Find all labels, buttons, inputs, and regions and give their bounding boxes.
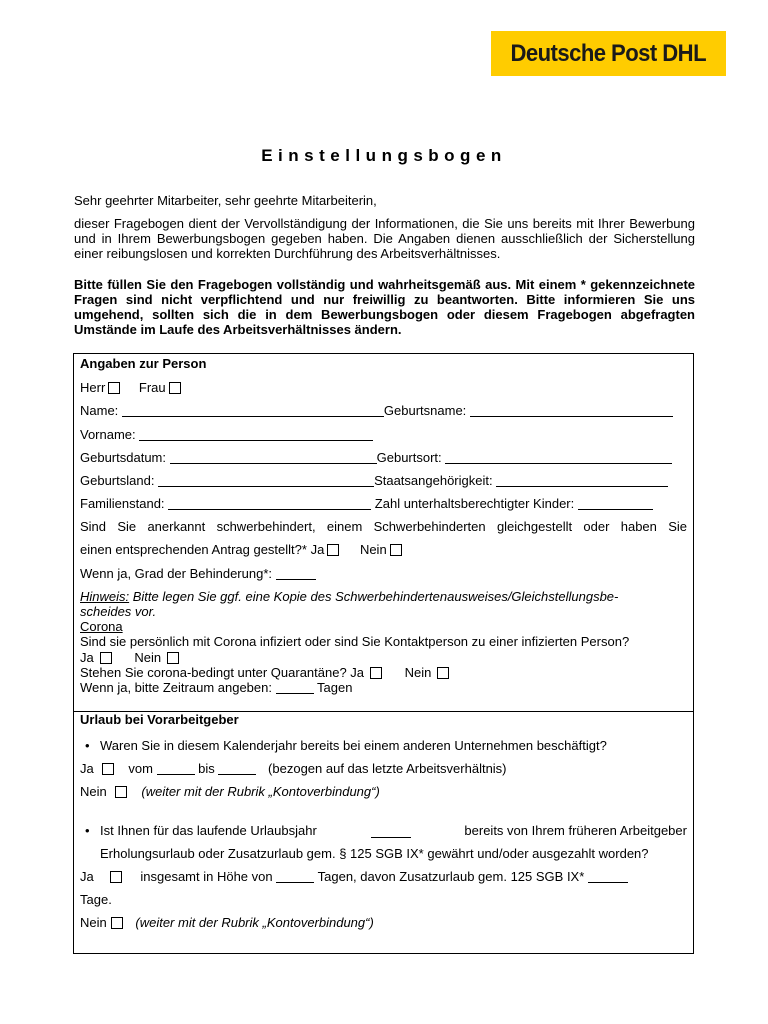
urlaub-question1 (80, 738, 687, 753)
vorname-label: Vorname: (80, 427, 136, 442)
geburtsdatum-field[interactable] (170, 451, 377, 464)
schwer-ja-label: Ja (310, 542, 325, 557)
vom-field[interactable] (157, 762, 195, 775)
greeting-text: Sehr geehrter Mitarbeiter, sehr geehrte Mitarbeiterin, (74, 193, 377, 208)
frau-checkbox[interactable] (169, 382, 181, 394)
geburtsdatum-row (80, 450, 687, 465)
bezogen-text: (bezogen auf das letzte Arbeitsverhältnis) (268, 761, 507, 776)
vom-label: vom (128, 761, 153, 776)
tage-line: Tage. (80, 892, 112, 907)
intro-text: dieser Fragebogen dient der Vervollständigung der Informationen, die Sie uns bereits mit Ihrer Bewerbung und in Ihrem Bewerbungsbogen gegeben haben. Die Angaben dienen ausschließlich der Sicherstellung einer reibungslosen und korrekten Durchführung des Arbeitsverhältnisses. (74, 216, 695, 261)
herr-checkbox[interactable] (108, 382, 120, 394)
zeitraum-label: Wenn ja, bitte Zeitraum angeben: (80, 680, 272, 695)
bis-label: bis (198, 761, 215, 776)
corona-nein-checkbox[interactable] (167, 652, 179, 664)
kinder-field[interactable] (578, 497, 653, 510)
urlaub-q2-text-b: bereits von Ihrem früheren Arbeitgeber (464, 823, 687, 838)
salutation-row (80, 380, 687, 395)
schwer-ja-checkbox[interactable] (327, 544, 339, 556)
urlaub-ja2-checkbox[interactable] (110, 871, 122, 883)
name-label: Name: (80, 403, 119, 418)
urlaub-nein-checkbox[interactable] (115, 786, 127, 798)
kinder-label: Zahl unterhaltsberechtigter Kinder: (374, 496, 575, 511)
weiter2-text: (weiter mit der Rubrik „Kontoverbindung“) (135, 915, 374, 930)
geburtsort-label: Geburtsort: (376, 450, 442, 465)
urlaub-nein2-row (80, 915, 687, 930)
person-section (73, 353, 694, 712)
bis-field[interactable] (218, 762, 256, 775)
urlaub-heading: Urlaub bei Vorarbeitgeber (80, 712, 239, 727)
bullet-icon: • (85, 738, 90, 753)
grad-label: Wenn ja, Grad der Behinderung*: (80, 566, 272, 581)
urlaub-ja-checkbox[interactable] (102, 763, 114, 775)
geburtsname-label: Geburtsname: (383, 403, 467, 418)
company-logo (491, 31, 726, 76)
zeitraum-row (80, 680, 687, 695)
logo-text: Deutsche Post DHL (510, 39, 707, 67)
bullet-icon: • (85, 823, 90, 838)
staatsangehoerigkeit-field[interactable] (496, 474, 668, 487)
quarantaene-nein-label: Nein (404, 665, 432, 680)
zeitraum-field[interactable] (276, 681, 314, 694)
urlaub-ja-row (80, 761, 687, 776)
hinweis-text: Bitte legen Sie ggf. eine Kopie des Schwerbehindertenausweises/Gleichstellungsbe- (129, 589, 619, 604)
urlaub-q2-text-a: Ist Ihnen für das laufende Urlaubsjahr (100, 823, 317, 838)
grad-row (80, 566, 687, 581)
geburtsland-row (80, 473, 687, 488)
urlaub-days-field[interactable] (371, 825, 411, 838)
page-title: Einstellungsbogen (261, 146, 507, 165)
urlaub-question2-line1 (80, 823, 687, 838)
urlaub-nein2-label: Nein (80, 915, 107, 930)
corona-nein-label: Nein (134, 650, 162, 665)
urlaub-ja-label: Ja (80, 761, 94, 776)
urlaub-q1-text: Waren Sie in diesem Kalenderjahr bereits bei einem anderen Unternehmen beschäftigt? (100, 738, 607, 753)
name-field[interactable] (122, 404, 384, 417)
familienstand-label: Familienstand: (80, 496, 165, 511)
frau-label: Frau (138, 380, 166, 395)
urlaub-section (73, 711, 694, 954)
familienstand-field[interactable] (168, 497, 371, 510)
urlaub-nein-label: Nein (80, 784, 107, 799)
corona-heading: Corona (80, 619, 123, 634)
zusatzurlaub-field[interactable] (588, 870, 628, 883)
weiter-text: (weiter mit der Rubrik „Kontoverbindung“) (141, 784, 380, 799)
urlaub-ja2-row (80, 869, 687, 884)
grad-field[interactable] (276, 567, 316, 580)
notice-text: Bitte füllen Sie den Fragebogen vollständig und wahrheitsgemäß aus. Mit einem * gekennzeichnete Fragen sind nicht verpflichtend und nur freiwillig zu beantworten. Bitte informieren Sie uns umgehend, sollten sich die in dem Bewerbungsbogen oder diesem Fragebogen abgefragten Umstände im Laufe des Arbeitsverhältnisses ändern. (74, 277, 695, 337)
schwer-question-text: einen entsprechenden Antrag gestellt?* (80, 542, 307, 557)
staatsangehoerigkeit-label: Staatsangehörigkeit: (374, 473, 493, 488)
corona-answer-row (80, 650, 687, 665)
geburtsname-field[interactable] (470, 404, 673, 417)
insgesamt-label: insgesamt in Höhe von (140, 869, 273, 884)
person-heading: Angaben zur Person (80, 356, 207, 371)
davon-label: Tagen, davon Zusatzurlaub gem. 125 SGB IX* (317, 869, 585, 884)
urlaub-nein-row (80, 784, 687, 799)
geburtsland-label: Geburtsland: (80, 473, 155, 488)
hinweis-line1 (80, 589, 687, 604)
urlaub-nein2-checkbox[interactable] (111, 917, 123, 929)
corona-question: Sind sie persönlich mit Corona infiziert oder sind Sie Kontaktperson zu einer infizierten Person? (80, 634, 630, 649)
corona-ja-checkbox[interactable] (100, 652, 112, 664)
schwer-nein-label: Nein (359, 542, 387, 557)
familienstand-row (80, 496, 687, 511)
geburtsland-field[interactable] (158, 474, 374, 487)
corona-ja-label: Ja (80, 650, 94, 665)
quarantaene-ja-checkbox[interactable] (370, 667, 382, 679)
urlaub-ja2-label: Ja (80, 869, 94, 884)
herr-label: Herr (80, 380, 106, 395)
name-row (80, 403, 687, 418)
geburtsort-field[interactable] (445, 451, 672, 464)
vorname-field[interactable] (139, 428, 373, 441)
hinweis-line2: scheides vor. (80, 604, 157, 619)
hinweis-label: Hinweis: (80, 589, 130, 604)
schwer-question-line1: Sind Sie anerkannt schwerbehindert, einem Schwerbehinderten gleichgestellt oder haben Sie (80, 519, 687, 534)
quarantaene-nein-checkbox[interactable] (437, 667, 449, 679)
urlaub-question2-line2: Erholungsurlaub oder Zusatzurlaub gem. § 125 SGB IX* gewährt und/oder ausgezahlt worden? (100, 846, 649, 861)
zeitraum-tage-label: Tagen (317, 680, 353, 695)
quarantaene-label: Stehen Sie corona-bedingt unter Quarantäne? Ja (80, 665, 365, 680)
insgesamt-field[interactable] (276, 870, 314, 883)
vorname-row (80, 427, 687, 442)
schwer-nein-checkbox[interactable] (390, 544, 402, 556)
quarantaene-row (80, 665, 687, 680)
schwer-question-line2 (80, 542, 687, 557)
geburtsdatum-label: Geburtsdatum: (80, 450, 166, 465)
